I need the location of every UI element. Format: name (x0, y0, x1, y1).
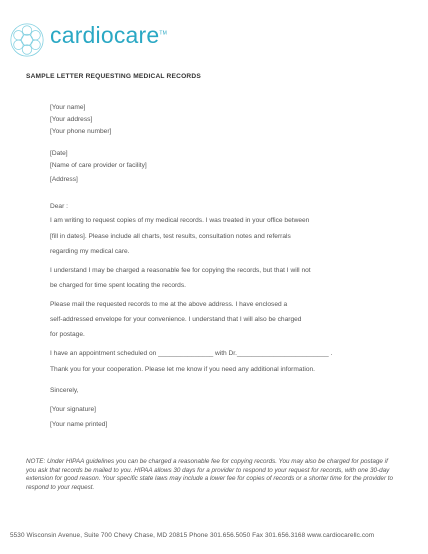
body-paragraph-3-line-3: for postage. (50, 331, 85, 338)
printed-name-line: [Your name printed] (50, 421, 108, 428)
hipaa-note: NOTE: Under HIPAA guidelines you can be charged a reasonable fee for copying records. You may also be charged for postage if you ask that records be mailed to you. HIPAA allows 30 days for a provider to respond to your request for records, with one 30-day extension for good reason. Your specific state laws may include a lower fee for copies of records or a shorter time for the provider to respond to your request. (26, 458, 394, 491)
logo-wordmark (50, 22, 167, 49)
body-paragraph-1-line-3: regarding my medical care. (50, 248, 130, 255)
date-line: [Date] (50, 150, 68, 157)
salutation-line: Dear : (50, 203, 68, 210)
appointment-line: I have an appointment scheduled on _______________ with Dr._________________________ . (50, 350, 333, 357)
footer-contact: 5530 Wisconsin Avenue, Suite 700 Chevy Chase, MD 20815 Phone 301.656.5050 Fax 301.656.3168 www.cardiocarellc.com (10, 532, 375, 539)
logo-name-part1: cardio (50, 22, 114, 48)
your-name-line: [Your name] (50, 104, 86, 111)
body-paragraph-2-line-2: be charged for time spent locating the records. (50, 282, 186, 289)
logo-trademark: TM (159, 30, 168, 37)
thank-you-line: Thank you for your cooperation. Please let me know if you need any additional information. (50, 366, 316, 373)
provider-address-line: [Address] (50, 176, 78, 183)
body-paragraph-3-line-2: self-addressed envelope for your convenience. I understand that I will also be charged (50, 316, 302, 323)
body-paragraph-1-line-1: I am writing to request copies of my medical records. I was treated in your office between (50, 217, 310, 224)
signature-line: [Your signature] (50, 406, 96, 413)
logo-name-part2: care (113, 22, 160, 48)
closing-line: Sincerely, (50, 387, 79, 394)
body-paragraph-1-line-2: [fill in dates]. Please include all charts, test results, consultation notes and referrals (50, 233, 291, 240)
your-phone-line: [Your phone number] (50, 128, 112, 135)
logo-mark-icon (8, 20, 46, 60)
cardiocare-logo (8, 20, 198, 64)
letter-heading: SAMPLE LETTER REQUESTING MEDICAL RECORDS (26, 73, 201, 80)
body-paragraph-3-line-1: Please mail the requested records to me at the above address. I have enclosed a (50, 301, 288, 308)
your-address-line: [Your address] (50, 116, 93, 123)
provider-name-line: [Name of care provider or facility] (50, 162, 147, 169)
body-paragraph-2-line-1: I understand I may be charged a reasonable fee for copying the records, but that I will not (50, 267, 311, 274)
